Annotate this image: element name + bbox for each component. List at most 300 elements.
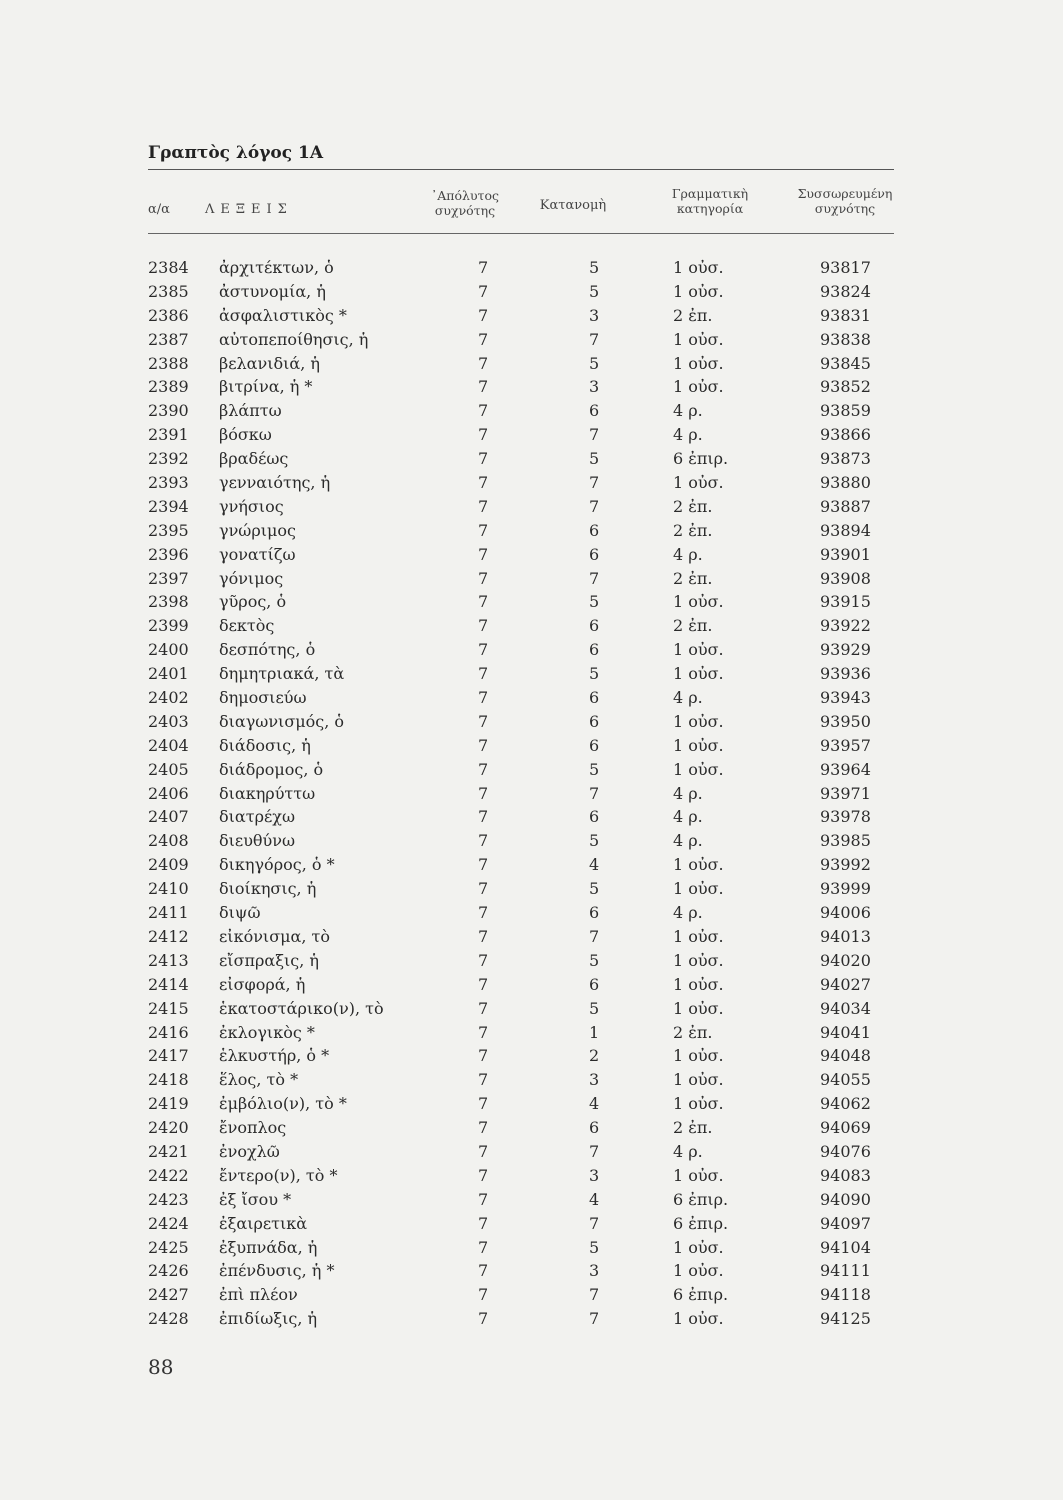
- table-row: [0, 1116, 1063, 1140]
- table-row: [0, 973, 1063, 997]
- row-word: διοίκησις, ἡ: [219, 879, 317, 899]
- row-index: 2418: [148, 1070, 189, 1090]
- row-cumulative-frequency: 94006: [820, 903, 871, 923]
- row-absolute-frequency: 7: [478, 855, 489, 875]
- row-cumulative-frequency: 94083: [820, 1165, 871, 1185]
- row-distribution: 6: [589, 807, 600, 827]
- row-word: γόνιμος: [219, 568, 284, 588]
- row-cumulative-frequency: 93964: [820, 759, 871, 779]
- row-index: 2398: [148, 592, 189, 612]
- row-word: εἰσφορά, ἡ: [219, 974, 306, 994]
- row-distribution: 6: [589, 401, 600, 421]
- row-grammar-category: 4 ρ.: [673, 807, 703, 827]
- row-index: 2410: [148, 879, 189, 899]
- row-distribution: 5: [589, 998, 600, 1018]
- row-cumulative-frequency: 93845: [820, 353, 871, 373]
- row-index: 2413: [148, 950, 189, 970]
- row-index: 2417: [148, 1046, 189, 1066]
- row-absolute-frequency: 7: [478, 544, 489, 564]
- row-cumulative-frequency: 93894: [820, 520, 871, 540]
- row-index: 2397: [148, 568, 189, 588]
- row-grammar-category: 4 ρ.: [673, 831, 703, 851]
- row-absolute-frequency: 7: [478, 377, 489, 397]
- row-distribution: 7: [589, 496, 600, 516]
- row-index: 2426: [148, 1261, 189, 1281]
- row-distribution: 3: [589, 377, 600, 397]
- row-word: ἔντερο(ν), τὸ *: [219, 1165, 338, 1185]
- table-row: [0, 567, 1063, 591]
- row-word: διακηρύττω: [219, 783, 316, 803]
- row-grammar-category: 1 οὐσ.: [673, 377, 724, 397]
- row-word: βραδέως: [219, 449, 289, 469]
- header-rule: [148, 233, 894, 234]
- row-cumulative-frequency: 94076: [820, 1141, 871, 1161]
- row-absolute-frequency: 7: [478, 998, 489, 1018]
- row-distribution: 7: [589, 473, 600, 493]
- row-distribution: 6: [589, 1118, 600, 1138]
- row-index: 2402: [148, 688, 189, 708]
- row-distribution: 6: [589, 735, 600, 755]
- row-grammar-category: 1 οὐσ.: [673, 735, 724, 755]
- row-distribution: 7: [589, 1141, 600, 1161]
- row-cumulative-frequency: 93915: [820, 592, 871, 612]
- row-word: ἐξ ἴσου *: [219, 1189, 292, 1209]
- row-distribution: 3: [589, 1261, 600, 1281]
- table-row: [0, 662, 1063, 686]
- row-absolute-frequency: 7: [478, 1165, 489, 1185]
- table-row: [0, 375, 1063, 399]
- table-row: [0, 256, 1063, 280]
- table-row: [0, 471, 1063, 495]
- row-word: ἑκατοστάρικο(ν), τὸ: [219, 998, 384, 1018]
- header-grammar-line1: Γραμματικὴ: [671, 186, 749, 201]
- table-row: [0, 1044, 1063, 1068]
- row-grammar-category: 2 ἐπ.: [673, 1022, 713, 1042]
- table-row: [0, 1283, 1063, 1307]
- header-absolute-line2: συχνότης: [434, 203, 496, 218]
- row-word: ἐπιδίωξις, ἡ: [219, 1309, 318, 1329]
- row-index: 2391: [148, 425, 189, 445]
- row-cumulative-frequency: 93950: [820, 711, 871, 731]
- row-grammar-category: 6 ἐπιρ.: [673, 449, 729, 469]
- row-cumulative-frequency: 93936: [820, 664, 871, 684]
- row-index: 2403: [148, 711, 189, 731]
- row-cumulative-frequency: 94020: [820, 950, 871, 970]
- table-row: [0, 638, 1063, 662]
- table-row: [0, 1212, 1063, 1236]
- row-cumulative-frequency: 93971: [820, 783, 871, 803]
- row-absolute-frequency: 7: [478, 711, 489, 731]
- row-grammar-category: 1 οὐσ.: [673, 258, 724, 277]
- page-title: Γραπτὸς λόγος 1Α: [148, 143, 324, 163]
- row-word: βόσκω: [219, 425, 272, 445]
- row-distribution: 7: [589, 1285, 600, 1305]
- table-row: [0, 1068, 1063, 1092]
- row-word: βλάπτω: [219, 401, 282, 421]
- table-row: [0, 686, 1063, 710]
- row-word: ἐπένδυσις, ἡ *: [219, 1261, 335, 1281]
- row-index: 2406: [148, 783, 189, 803]
- row-word: ἐμβόλιο(ν), τὸ *: [219, 1094, 347, 1114]
- header-absolute-frequency: [420, 188, 510, 218]
- row-absolute-frequency: 7: [478, 1189, 489, 1209]
- row-index: 2396: [148, 544, 189, 564]
- row-word: ἐπὶ πλέον: [219, 1285, 298, 1305]
- row-grammar-category: 1 οὐσ.: [673, 1237, 724, 1257]
- table-row: [0, 877, 1063, 901]
- row-grammar-category: 1 οὐσ.: [673, 950, 724, 970]
- row-word: ἑλκυστήρ, ὁ *: [219, 1046, 330, 1066]
- row-cumulative-frequency: 94034: [820, 998, 871, 1018]
- row-cumulative-frequency: 93831: [820, 305, 871, 325]
- row-grammar-category: 4 ρ.: [673, 1141, 703, 1161]
- row-cumulative-frequency: 94104: [820, 1237, 871, 1257]
- row-index: 2400: [148, 640, 189, 660]
- row-grammar-category: 1 οὐσ.: [673, 998, 724, 1018]
- row-word: εἰκόνισμα, τὸ: [219, 926, 330, 946]
- row-index: 2424: [148, 1213, 189, 1233]
- row-absolute-frequency: 7: [478, 1309, 489, 1329]
- row-absolute-frequency: 7: [478, 974, 489, 994]
- row-absolute-frequency: 7: [478, 688, 489, 708]
- row-cumulative-frequency: 94027: [820, 974, 871, 994]
- row-grammar-category: 1 οὐσ.: [673, 473, 724, 493]
- row-absolute-frequency: 7: [478, 831, 489, 851]
- row-word: ἐκλογικὸς *: [219, 1022, 315, 1042]
- row-absolute-frequency: 7: [478, 1046, 489, 1066]
- row-cumulative-frequency: 93859: [820, 401, 871, 421]
- row-distribution: 7: [589, 926, 600, 946]
- row-word: εἴσπραξις, ἡ: [219, 950, 320, 970]
- row-word: γνήσιος: [219, 496, 284, 516]
- row-absolute-frequency: 7: [478, 1022, 489, 1042]
- table-row: [0, 1188, 1063, 1212]
- table-row: [0, 853, 1063, 877]
- table-row: [0, 614, 1063, 638]
- row-grammar-category: 6 ἐπιρ.: [673, 1189, 729, 1209]
- row-cumulative-frequency: 94090: [820, 1189, 871, 1209]
- row-index: 2399: [148, 616, 189, 636]
- table-row: [0, 782, 1063, 806]
- row-cumulative-frequency: 94048: [820, 1046, 871, 1066]
- row-grammar-category: 4 ρ.: [673, 425, 703, 445]
- row-word: ἐνοχλῶ: [219, 1141, 280, 1161]
- row-grammar-category: 2 ἐπ.: [673, 616, 713, 636]
- row-distribution: 7: [589, 329, 600, 349]
- row-index: 2395: [148, 520, 189, 540]
- table-row: [0, 352, 1063, 376]
- row-cumulative-frequency: 93943: [820, 688, 871, 708]
- row-absolute-frequency: 7: [478, 926, 489, 946]
- row-grammar-category: 2 ἐπ.: [673, 568, 713, 588]
- row-cumulative-frequency: 94055: [820, 1070, 871, 1090]
- row-absolute-frequency: 7: [478, 1285, 489, 1305]
- word-table: [0, 256, 1063, 1331]
- row-index: 2386: [148, 305, 189, 325]
- row-word: ἔνοπλος: [219, 1118, 287, 1138]
- row-word: ἐξαιρετικὰ: [219, 1213, 308, 1233]
- row-distribution: 4: [589, 855, 600, 875]
- row-distribution: 5: [589, 1237, 600, 1257]
- row-word: ἀστυνομία, ἡ: [219, 281, 326, 301]
- row-grammar-category: 1 οὐσ.: [673, 926, 724, 946]
- row-absolute-frequency: 7: [478, 353, 489, 373]
- top-rule: [148, 169, 894, 170]
- row-index: 2385: [148, 281, 189, 301]
- row-distribution: 5: [589, 950, 600, 970]
- row-distribution: 3: [589, 1165, 600, 1185]
- table-row: [0, 423, 1063, 447]
- row-grammar-category: 4 ρ.: [673, 903, 703, 923]
- row-grammar-category: 1 οὐσ.: [673, 1261, 724, 1281]
- row-absolute-frequency: 7: [478, 783, 489, 803]
- row-grammar-category: 1 οὐσ.: [673, 879, 724, 899]
- row-distribution: 7: [589, 1213, 600, 1233]
- row-distribution: 6: [589, 711, 600, 731]
- row-distribution: 6: [589, 903, 600, 923]
- row-index: 2416: [148, 1022, 189, 1042]
- row-index: 2411: [148, 903, 189, 923]
- row-cumulative-frequency: 93824: [820, 281, 871, 301]
- row-absolute-frequency: 7: [478, 592, 489, 612]
- row-index: 2419: [148, 1094, 189, 1114]
- row-index: 2389: [148, 377, 189, 397]
- row-word: ἀσφαλιστικὸς *: [219, 305, 347, 325]
- row-distribution: 1: [589, 1022, 600, 1042]
- row-distribution: 5: [589, 592, 600, 612]
- table-row: [0, 519, 1063, 543]
- row-cumulative-frequency: 93873: [820, 449, 871, 469]
- row-distribution: 5: [589, 879, 600, 899]
- row-absolute-frequency: 7: [478, 281, 489, 301]
- row-absolute-frequency: 7: [478, 1141, 489, 1161]
- row-cumulative-frequency: 93985: [820, 831, 871, 851]
- row-distribution: 2: [589, 1046, 600, 1066]
- row-cumulative-frequency: 93908: [820, 568, 871, 588]
- row-index: 2390: [148, 401, 189, 421]
- row-absolute-frequency: 7: [478, 1070, 489, 1090]
- row-cumulative-frequency: 94013: [820, 926, 871, 946]
- row-absolute-frequency: 7: [478, 664, 489, 684]
- row-absolute-frequency: 7: [478, 1118, 489, 1138]
- row-distribution: 5: [589, 759, 600, 779]
- row-index: 2393: [148, 473, 189, 493]
- table-row: [0, 590, 1063, 614]
- table-row: [0, 1307, 1063, 1331]
- row-word: δικηγόρος, ὁ *: [219, 855, 335, 875]
- row-absolute-frequency: 7: [478, 950, 489, 970]
- row-distribution: 6: [589, 520, 600, 540]
- row-cumulative-frequency: 94097: [820, 1213, 871, 1233]
- row-absolute-frequency: 7: [478, 401, 489, 421]
- row-grammar-category: 1 οὐσ.: [673, 664, 724, 684]
- row-index: 2423: [148, 1189, 189, 1209]
- row-grammar-category: 1 οὐσ.: [673, 855, 724, 875]
- table-row: [0, 399, 1063, 423]
- header-absolute-line1: ᾿Απόλυτος: [431, 188, 499, 203]
- table-row: [0, 1236, 1063, 1260]
- row-index: 2415: [148, 998, 189, 1018]
- row-absolute-frequency: 7: [478, 305, 489, 325]
- header-index: α/α: [148, 202, 170, 217]
- row-grammar-category: 1 οὐσ.: [673, 974, 724, 994]
- row-index: 2414: [148, 974, 189, 994]
- row-index: 2420: [148, 1118, 189, 1138]
- row-word: διατρέχω: [219, 807, 295, 827]
- row-index: 2407: [148, 807, 189, 827]
- row-word: διαγωνισμός, ὁ: [219, 711, 345, 731]
- page-number: 88: [148, 1355, 174, 1379]
- row-distribution: 5: [589, 449, 600, 469]
- row-word: δημοσιεύω: [219, 688, 307, 708]
- table-row: [0, 758, 1063, 782]
- row-cumulative-frequency: 93880: [820, 473, 871, 493]
- row-absolute-frequency: 7: [478, 879, 489, 899]
- row-word: δεκτὸς: [219, 616, 275, 636]
- header-cumulative-line2: συχνότης: [814, 201, 876, 216]
- table-row: [0, 710, 1063, 734]
- row-index: 2394: [148, 496, 189, 516]
- row-word: γενναιότης, ἡ: [219, 473, 331, 493]
- row-absolute-frequency: 7: [478, 759, 489, 779]
- row-grammar-category: 1 οὐσ.: [673, 1094, 724, 1114]
- row-distribution: 5: [589, 258, 600, 277]
- row-grammar-category: 1 οὐσ.: [673, 281, 724, 301]
- row-grammar-category: 1 οὐσ.: [673, 640, 724, 660]
- table-row: [0, 805, 1063, 829]
- row-grammar-category: 2 ἐπ.: [673, 520, 713, 540]
- row-cumulative-frequency: 94118: [820, 1285, 871, 1305]
- table-row: [0, 925, 1063, 949]
- row-distribution: 7: [589, 783, 600, 803]
- row-grammar-category: 1 οὐσ.: [673, 711, 724, 731]
- row-distribution: 4: [589, 1094, 600, 1114]
- table-row: [0, 949, 1063, 973]
- row-cumulative-frequency: 94125: [820, 1309, 871, 1329]
- row-index: 2401: [148, 664, 189, 684]
- row-grammar-category: 2 ἐπ.: [673, 305, 713, 325]
- row-grammar-category: 1 οὐσ.: [673, 1046, 724, 1066]
- row-word: γνώριμος: [219, 520, 297, 540]
- row-cumulative-frequency: 93852: [820, 377, 871, 397]
- row-cumulative-frequency: 94111: [820, 1261, 871, 1281]
- table-row: [0, 1259, 1063, 1283]
- row-word: διάδοσις, ἡ: [219, 735, 311, 755]
- row-distribution: 5: [589, 664, 600, 684]
- row-distribution: 7: [589, 568, 600, 588]
- row-absolute-frequency: 7: [478, 616, 489, 636]
- row-absolute-frequency: 7: [478, 903, 489, 923]
- row-absolute-frequency: 7: [478, 449, 489, 469]
- row-cumulative-frequency: 93978: [820, 807, 871, 827]
- row-absolute-frequency: 7: [478, 640, 489, 660]
- row-word: διευθύνω: [219, 831, 296, 851]
- table-row: [0, 1140, 1063, 1164]
- row-absolute-frequency: 7: [478, 425, 489, 445]
- table-row: [0, 447, 1063, 471]
- row-absolute-frequency: 7: [478, 258, 489, 277]
- row-grammar-category: 2 ἐπ.: [673, 496, 713, 516]
- row-word: βιτρίνα, ἡ *: [219, 377, 313, 397]
- row-distribution: 5: [589, 281, 600, 301]
- row-distribution: 6: [589, 688, 600, 708]
- row-absolute-frequency: 7: [478, 1213, 489, 1233]
- header-grammar-line2: κατηγορία: [676, 201, 744, 216]
- row-grammar-category: 1 οὐσ.: [673, 1070, 724, 1090]
- row-word: γονατίζω: [219, 544, 296, 564]
- row-distribution: 3: [589, 305, 600, 325]
- header-distribution: Κατανομὴ: [539, 198, 607, 213]
- row-word: ἕλος, τὸ *: [219, 1070, 299, 1090]
- row-grammar-category: 1 οὐσ.: [673, 329, 724, 349]
- row-absolute-frequency: 7: [478, 1094, 489, 1114]
- table-row: [0, 997, 1063, 1021]
- row-absolute-frequency: 7: [478, 520, 489, 540]
- row-grammar-category: 1 οὐσ.: [673, 592, 724, 612]
- row-word: ἐξυπνάδα, ἡ: [219, 1237, 318, 1257]
- row-index: 2409: [148, 855, 189, 875]
- row-index: 2428: [148, 1309, 189, 1329]
- table-row: [0, 829, 1063, 853]
- row-distribution: 6: [589, 974, 600, 994]
- header-cumulative-frequency: [790, 186, 900, 216]
- header-cumulative-line1: Συσσωρευμένη: [797, 186, 893, 201]
- row-index: 2384: [148, 258, 189, 277]
- row-distribution: 4: [589, 1189, 600, 1209]
- table-row: [0, 328, 1063, 352]
- row-cumulative-frequency: 93992: [820, 855, 871, 875]
- header-words: ΛΕΞΕΙΣ: [205, 202, 293, 217]
- row-cumulative-frequency: 93817: [820, 258, 871, 277]
- row-index: 2425: [148, 1237, 189, 1257]
- row-absolute-frequency: 7: [478, 568, 489, 588]
- row-grammar-category: 4 ρ.: [673, 401, 703, 421]
- row-grammar-category: 6 ἐπιρ.: [673, 1285, 729, 1305]
- table-row: [0, 304, 1063, 328]
- row-word: διψῶ: [219, 903, 261, 923]
- row-absolute-frequency: 7: [478, 329, 489, 349]
- row-index: 2392: [148, 449, 189, 469]
- table-row: [0, 543, 1063, 567]
- row-cumulative-frequency: 93929: [820, 640, 871, 660]
- row-cumulative-frequency: 93838: [820, 329, 871, 349]
- row-distribution: 5: [589, 353, 600, 373]
- row-word: διάδρομος, ὁ: [219, 759, 324, 779]
- table-row: [0, 495, 1063, 519]
- row-distribution: 7: [589, 1309, 600, 1329]
- row-distribution: 5: [589, 831, 600, 851]
- table-row: [0, 280, 1063, 304]
- row-grammar-category: 4 ρ.: [673, 688, 703, 708]
- row-index: 2387: [148, 329, 189, 349]
- row-cumulative-frequency: 93957: [820, 735, 871, 755]
- row-distribution: 6: [589, 640, 600, 660]
- row-index: 2427: [148, 1285, 189, 1305]
- row-cumulative-frequency: 93922: [820, 616, 871, 636]
- row-grammar-category: 4 ρ.: [673, 544, 703, 564]
- table-row: [0, 901, 1063, 925]
- row-grammar-category: 1 οὐσ.: [673, 1165, 724, 1185]
- row-word: βελανιδιά, ἡ: [219, 353, 320, 373]
- header-grammatical-category: [660, 186, 760, 216]
- row-absolute-frequency: 7: [478, 473, 489, 493]
- row-absolute-frequency: 7: [478, 496, 489, 516]
- row-absolute-frequency: 7: [478, 735, 489, 755]
- row-cumulative-frequency: 93887: [820, 496, 871, 516]
- row-grammar-category: 2 ἐπ.: [673, 1118, 713, 1138]
- row-distribution: 6: [589, 616, 600, 636]
- row-index: 2412: [148, 926, 189, 946]
